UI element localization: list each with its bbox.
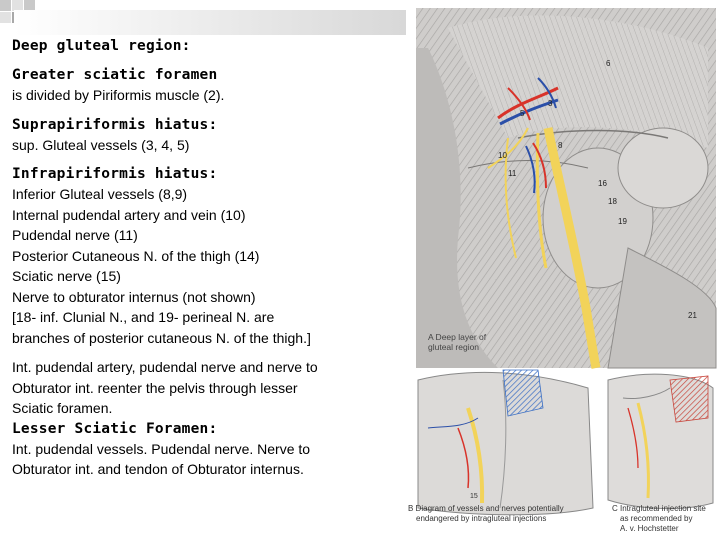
heading-infrapiriformis: Infrapiriformis hiatus: [12, 166, 218, 182]
reenter-line: Sciatic foramen. [12, 400, 113, 416]
panel-c-injection-site [608, 374, 713, 533]
reenter-line: Obturator int. reenter the pelvis through lesser [12, 379, 298, 396]
label-21: 21 [688, 311, 697, 320]
infra-item: Pudendal nerve (11) [12, 227, 138, 243]
infra-item: Nerve to obturator internus (not shown) [12, 288, 256, 305]
infra-item: branches of posterior cutaneous N. of the thigh.] [12, 329, 311, 346]
infra-item: Internal pudendal artery and vein (10) [12, 206, 246, 223]
gluteal-illustration [408, 8, 720, 540]
title-bar [14, 10, 406, 35]
caption-a: A Deep layer of gluteal region [428, 332, 487, 352]
label-3: 3 [548, 99, 553, 108]
slide-title: Deep gluteal region: [12, 38, 191, 54]
lesser-line: Obturator int. and tendon of Obturator internus. [12, 461, 304, 477]
reenter-line: Int. pudendal artery, pudendal nerve and nerve to [12, 359, 318, 375]
infra-item: Posterior Cutaneous N. of the thigh (14) [12, 247, 260, 264]
label-6: 6 [606, 59, 611, 68]
anatomy-figure [408, 8, 720, 540]
infra-item: Sciatic nerve (15) [12, 268, 121, 284]
slide-text [12, 36, 412, 480]
label-15: 15 [470, 493, 478, 500]
label-8: 8 [558, 141, 563, 150]
heading-greater-sciatic-foramen: Greater sciatic foramen [12, 67, 218, 83]
label-19: 19 [618, 217, 627, 226]
panel-b-diagram [408, 370, 593, 523]
label-18: 18 [608, 197, 617, 206]
infra-item: [18- inf. Clunial N., and 19- perineal N. are [12, 309, 275, 325]
lesser-line: Int. pudendal vessels. Pudendal nerve. Nerve to [12, 440, 311, 457]
caption-b: B Diagram of vessels and nerves potentially endangered by intragluteal injections [408, 504, 564, 523]
infra-item: Inferior Gluteal vessels (8,9) [12, 186, 188, 202]
label-16: 16 [598, 179, 607, 188]
panel-a-deep-layer [416, 8, 716, 368]
heading-lesser-sciatic-foramen: Lesser Sciatic Foramen: [12, 420, 218, 437]
suprapiriformis-text: sup. Gluteal vessels (3, 4, 5) [12, 136, 190, 153]
heading-suprapiriformis: Suprapiriformis hiatus: [12, 116, 218, 133]
greater-foramen-text: is divided by Piriformis muscle (2). [12, 87, 225, 103]
caption-c: C Intragluteal injection site as recommended by A. v. Hochstetter [612, 504, 706, 533]
label-10: 10 [498, 151, 507, 160]
label-5: 5 [520, 109, 525, 118]
label-11: 11 [508, 169, 517, 178]
